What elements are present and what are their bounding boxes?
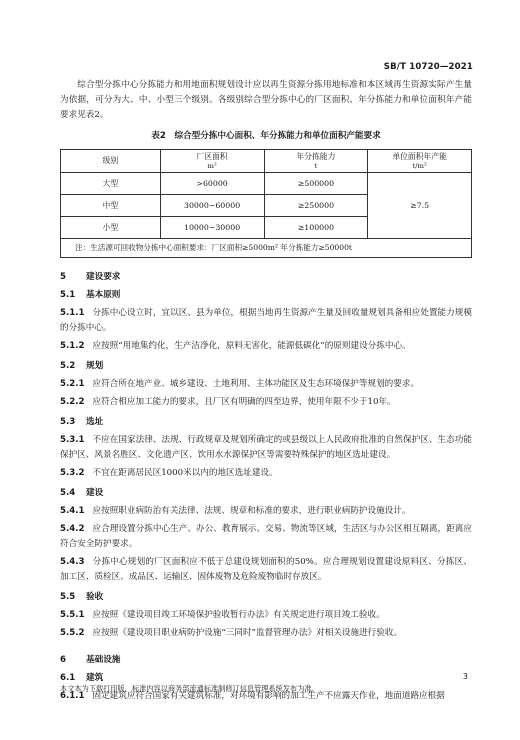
clause-number: 5.5.1 [60,610,85,620]
clause-5-1-2 [60,339,472,354]
clause-text: 应符合相应加工能力的要求，且厂区有明确的四至边界，使用年限不少于10年。 [92,397,396,407]
heading-number: 6 [60,655,66,665]
heading-number: 5.5 [60,592,76,602]
header-cell: 年分拣能力 t [264,150,368,173]
section-heading-5 [60,268,472,286]
capacity-cell: ≥100000 [264,217,368,239]
clause-text: 应按照《建设项目竣工环境保护验收暂行办法》有关规定进行项目竣工验收。 [92,610,385,620]
heading-title: 建设要求 [86,272,121,282]
table-note: 注：生活源可回收物分拣中心面积要求：厂区面积≥5000m² 年分拣能力≥50000t [61,239,472,258]
clause-text: 应按照《建设项目职业病防护设施“三同时”监督管理办法》对相关设施进行验收。 [92,628,403,638]
clause-5-2-2 [60,395,472,410]
capacity-cell: ≥250000 [264,195,368,217]
capacity-cell: ≥500000 [264,173,368,195]
heading-number: 6.1 [60,673,76,683]
clause-text: 固定建筑应符合国家有关建筑标准，对环境有影响的加工生产不应露天作业，地面道路应根据 [92,691,445,701]
clause-text: 不宜在距离居民区1000米以内的地区选址建设。 [92,468,278,478]
clause-number: 5.3.1 [60,435,85,445]
standard-code: SB/T 10720—2021 [383,62,473,72]
section-heading-5-4 [60,484,472,503]
heading-title: 验收 [86,592,104,602]
clause-number: 6.1.1 [60,691,85,701]
intro-paragraph: 综合型分拣中心分拣能力和用地面积规划设计应以再生资源分拣用地标准和本区域再生资源实际产生量为依据，可分为大、中、小型三个级别。各级别综合型分拣中心的厂区面积、年分拣能力和单位面积年产能要求见表2。 [60,80,472,120]
clause-5-2-1 [60,377,472,392]
table-header-row [61,150,472,173]
section-heading-5-3 [60,413,472,432]
clause-text: 应按照职业病防治有关法律、法规、规章和标准的要求，进行职业病防护设施设计。 [92,506,411,516]
clause-text: 应符合所在地产业、城乡建设、土地利用、主体功能区及生态环境保护等规划的要求。 [92,379,420,389]
clause-number: 5.2.1 [60,379,85,389]
clause-text: 应合理设置分拣中心生产、办公、教育展示、交易、物流等区域，生活区与办公区相互隔离，距离应符合安全防护要求。 [60,524,472,549]
clause-text: 分拣中心设立时，宜以区、县为单位，根据当地再生资源产生量及回收量规划具备相应处置能力规模的分拣中心。 [60,308,472,333]
table-row [61,173,472,195]
clause-text: 分拣中心规划的厂区面积应不低于总建设规划面积的50%。应合理规划设置建设原料区、分拣区、加工区、质检区、成品区、运输区、固体废物及危险废物临时存放区。 [60,557,472,582]
heading-title: 基础设施 [86,655,121,665]
heading-title: 规划 [86,361,104,371]
page-content [60,78,472,707]
clause-text: 应按照“用地集约化，生产洁净化，原料无害化，能源低碳化”的原则建设分拣中心。 [92,341,411,351]
table-title: 表2 综合型分拣中心面积、年分拣能力和单位面积产能要求 [151,131,381,141]
heading-title: 建设 [86,488,104,498]
clause-5-4-3 [60,555,472,585]
heading-number: 5.3 [60,417,76,427]
area-cell: 10000~30000 [160,217,264,239]
grade-cell: 小型 [61,217,161,239]
clause-5-4-1 [60,504,472,519]
sections-container [60,268,472,704]
clause-number: 5.1.2 [60,341,85,351]
page-number: 3 [462,672,468,681]
table-note-row [61,239,472,258]
section-heading-5-2 [60,357,472,376]
clause-number: 5.4.1 [60,506,85,516]
clause-number: 5.2.2 [60,397,85,407]
clause-5-5-1 [60,608,472,623]
clause-5-4-2 [60,522,472,552]
header-cell: 厂区面积 m² [160,150,264,173]
clause-text: 不应在国家法律、法规、行政规章及规划所确定的或县级以上人民政府批准的自然保护区、生态功能保护区、风景名胜区、文化遗产区、饮用水水源保护区等需要特殊保护的地区选址建设。 [60,435,472,460]
clause-number: 5.3.2 [60,468,85,478]
section-heading-6 [60,651,472,669]
clause-5-5-2 [60,626,472,641]
heading-number: 5.1 [60,290,76,300]
unit-capacity-cell: ≥7.5 [368,173,472,239]
clause-number: 5.4.3 [60,557,85,567]
spec-table [60,149,472,258]
area-cell: >60000 [160,173,264,195]
clause-5-1-1 [60,306,472,336]
area-cell: 30000~60000 [160,195,264,217]
footer-note: 本文本为下载打印版，标准内容以商务部流通标准制修订信息管理系统发布为准。 [60,684,319,693]
clause-number: 5.4.2 [60,524,85,534]
heading-title: 基本原则 [86,290,121,300]
section-heading-5-1 [60,286,472,305]
section-heading-5-5 [60,588,472,607]
clause-number: 5.1.1 [60,308,85,318]
heading-title: 选址 [86,417,104,427]
clause-5-3-2 [60,466,472,481]
heading-title: 建筑 [86,673,104,683]
heading-number: 5.4 [60,488,76,498]
heading-number: 5 [60,272,66,282]
header-cell: 单位面积年产能 t/m² [368,150,472,173]
clause-5-3-1 [60,433,472,463]
grade-cell: 大型 [61,173,161,195]
header-cell: 级别 [61,150,161,173]
grade-cell: 中型 [61,195,161,217]
clause-number: 5.5.2 [60,628,85,638]
heading-number: 5.2 [60,361,76,371]
